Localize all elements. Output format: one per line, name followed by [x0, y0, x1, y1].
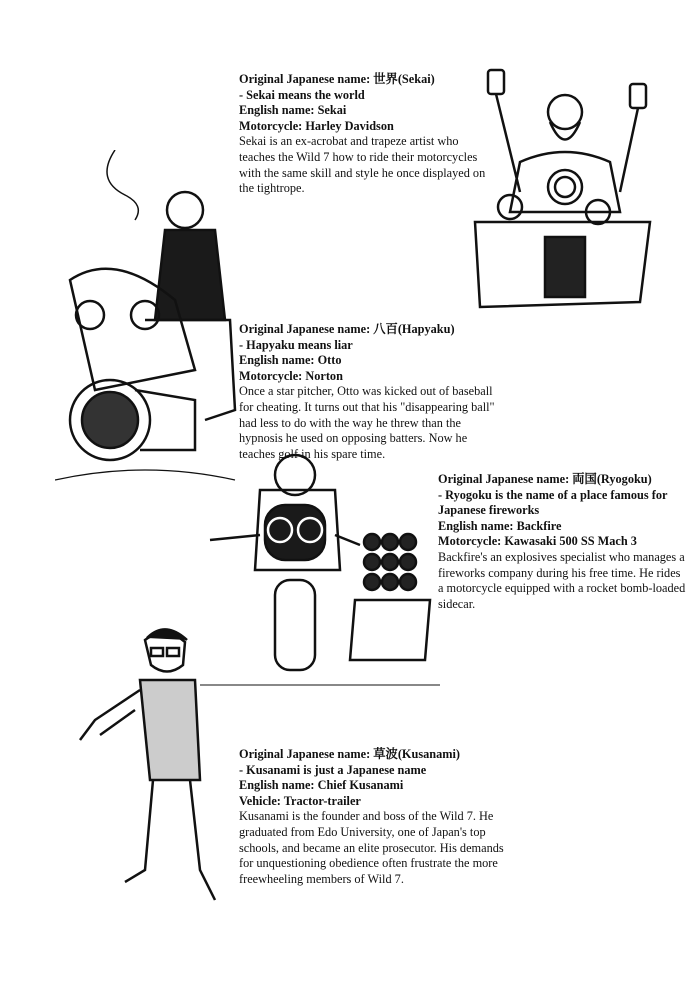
vehicle: Motorcycle: Kawasaki 500 SS Mach 3 — [438, 534, 637, 549]
otto-illustration — [55, 150, 240, 495]
english-name: English name: Sekai — [239, 103, 347, 118]
name-meaning: - Sekai means the world — [239, 87, 365, 102]
sekai-illustration — [470, 62, 670, 332]
original-name: Original Japanese name: 草波(Kusanami) — [239, 747, 461, 761]
vehicle: Vehicle: Tractor-trailer — [239, 793, 361, 808]
original-name: Original Japanese name: 世界(Sekai) — [239, 72, 435, 86]
original-name: Original Japanese name: 八百(Hapyaku) — [239, 322, 455, 336]
description: Kusanami is the founder and boss of the Wild 7. He graduated from Edo University, one of Japan's top schools, and became an elite prosecutor. His demands for unquestioning obedience often frustrate the more freewheeling members of Wild 7. — [239, 809, 504, 886]
vehicle: Motorcycle: Harley Davidson — [239, 118, 394, 133]
description: Sekai is an ex-acrobat and trapeze artist who teaches the Wild 7 how to ride their motorcycles with the same skill and style he once displayed on the tightrope. — [239, 134, 486, 196]
profile-hapyaku — [239, 322, 501, 462]
description: Once a star pitcher, Otto was kicked out of baseball for cheating. It turns out that his "disappearing ball" had less to do with the way he threw than the hypnosis he used on opposing batters. Now he teaches golf in his spare time. — [239, 384, 495, 461]
name-meaning: - Kusanami is just a Japanese name — [239, 762, 427, 777]
english-name: English name: Otto — [239, 353, 342, 368]
profile-ryogoku — [438, 472, 688, 612]
backfire-illustration — [200, 450, 440, 690]
english-name: English name: Backfire — [438, 518, 562, 533]
description: Backfire's an explosives specialist who manages a fireworks company during his free time. He rides a motorcycle equipped with a rocket bomb-loaded sidecar. — [438, 549, 686, 611]
english-name: English name: Chief Kusanami — [239, 778, 404, 793]
name-meaning: - Hapyaku means liar — [239, 337, 353, 352]
profile-kusanami — [239, 747, 511, 887]
vehicle: Motorcycle: Norton — [239, 368, 343, 383]
profile-sekai — [239, 72, 489, 197]
kusanami-illustration — [75, 620, 225, 910]
original-name: Original Japanese name: 両国(Ryogoku) — [438, 472, 652, 486]
name-meaning: - Ryogoku is the name of a place famous for Japanese fireworks — [438, 487, 668, 518]
